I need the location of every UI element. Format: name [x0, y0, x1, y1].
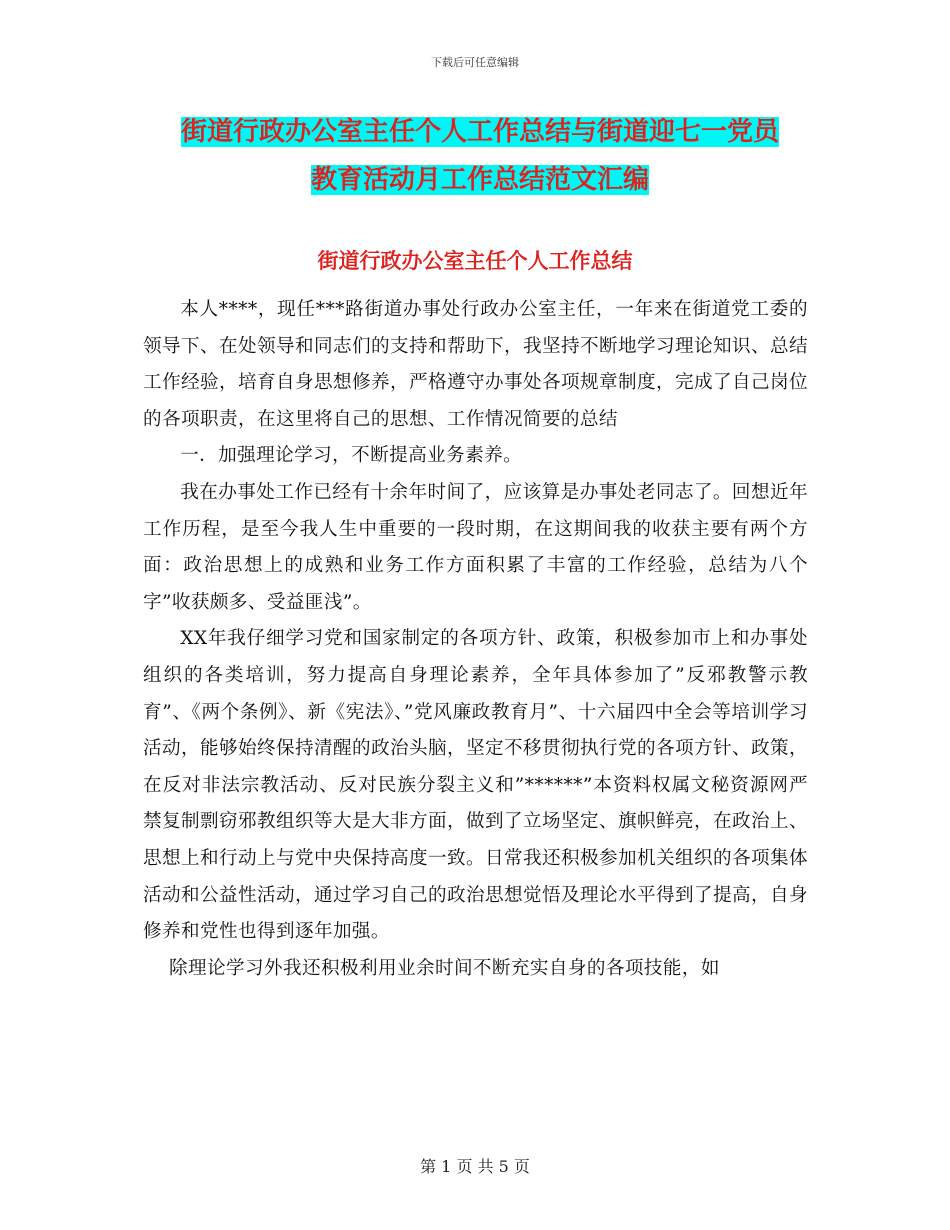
- document-body: [143, 292, 808, 987]
- title-line-2: 教育活动月工作总结范文汇编: [310, 165, 649, 195]
- paragraph-skills: 除理论学习外我还积极利用业余时间不断充实自身的各项技能，如: [169, 957, 720, 979]
- paragraph-heading-1: 一．加强理论学习，不断提高业务素养。: [180, 445, 523, 467]
- paragraph-experience: 我在办事处工作已经有十余年时间了，应该算是办事处老同志了。回想近年工作历程，是至今我人生中重要的一段时期，在这期间我的收获主要有两个方面：政治思想上的成熟和业务工作方面积累了丰富的工作经验，总结为八个字”收获颇多、受益匪浅”。: [143, 481, 808, 613]
- section-title: 街道行政办公室主任个人工作总结: [317, 249, 633, 273]
- page-footer: 第 1 页 共 5 页: [420, 1157, 530, 1176]
- paragraph-intro: 本人****，现任***路街道办事处行政办公室主任，一年来在街道党工委的领导下、在处领导和同志们的支持和帮助下，我坚持不断地学习理论知识、总结工作经验，培育自身思想修养，严格遵守办事处各项规章制度，完成了自己岗位的各项职责，在这里将自己的思想、工作情况简要的总结: [143, 299, 808, 430]
- header-note: 下载后可任意编辑: [431, 56, 519, 69]
- paragraph-study: XX年我仔细学习党和国家制定的各项方针、政策，积极参加市上和办事处组织的各类培训，努力提高自身理论素养，全年具体参加了”反邪教警示教育”、《两个条例》、新《宪法》、”党风廉政教育月”、十六届四中全会等培训学习活动，能够始终保持清醒的政治头脑，坚定不移贯彻执行党的各项方针、政策，在反对非法宗教活动、反对民族分裂主义和”******”本资料权属文秘资源网严禁复制剽窃邪教组织等大是大非方面，做到了立场坚定、旗帜鲜亮，在政治上、思想上和行动上与党中央保持高度一致。日常我还积极参加机关组织的各项集体活动和公益性活动，通过学习自己的政治思想觉悟及理论水平得到了提高，自身修养和党性也得到逐年加强。: [143, 628, 808, 943]
- document-title: [140, 108, 820, 204]
- title-line-1: 街道行政办公室主任个人工作总结与街道迎七一党员: [180, 117, 779, 147]
